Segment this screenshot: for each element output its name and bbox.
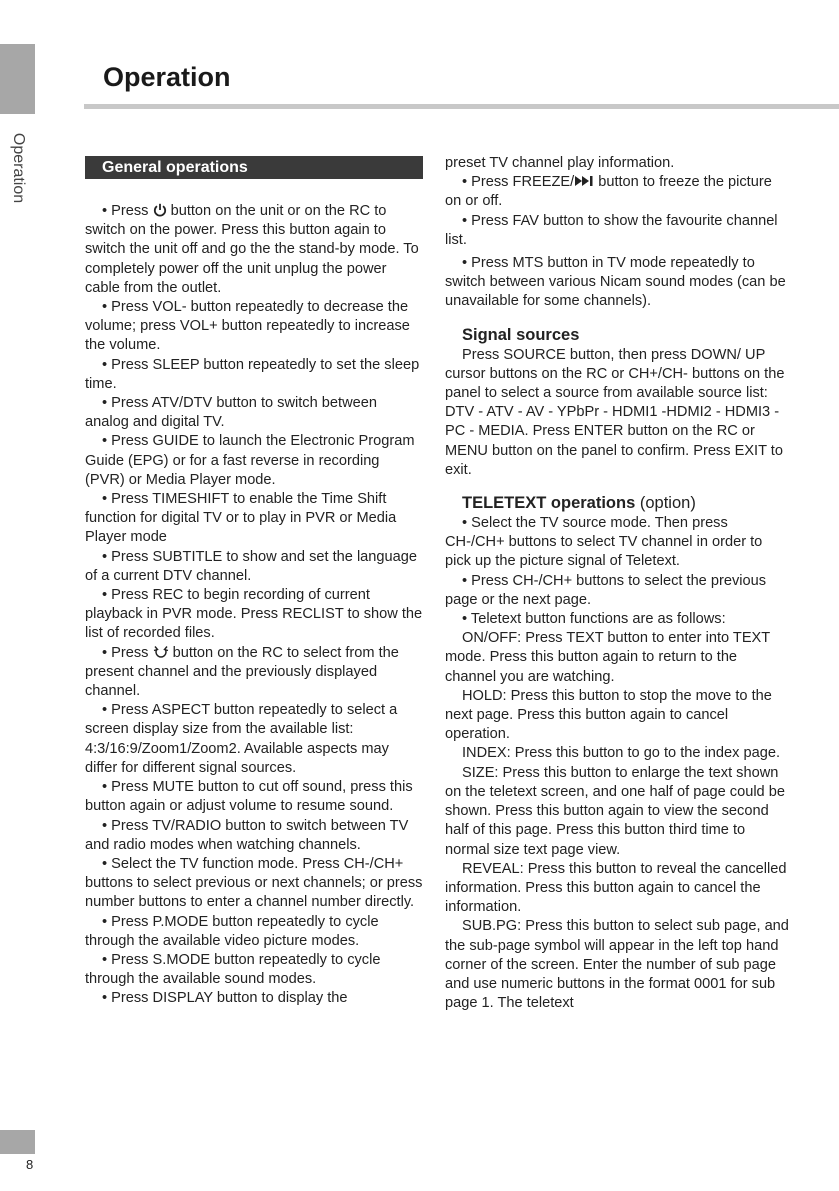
tt-size: SIZE: Press this button to enlarge the text shown on the teletext screen, and one half of page could be shown. Press this button again to view the second half of this page. Press this button third time to normal size text page view. [445, 764, 785, 858]
tt-hold: HOLD: Press this button to stop the move to the next page. Press this button again to cancel operation. [445, 687, 772, 743]
page-number-tab [0, 1130, 35, 1154]
select-tv-text: Select the TV function mode. Press CH-/CH+ buttons to select previous or next channels; or press number buttons to enter a channel number directly. [85, 855, 423, 911]
bullet-sleep: • Press SLEEP button repeatedly to set the sleep time. [85, 356, 420, 392]
bullet-timeshift: • Press TIMESHIFT to enable the Time Shift function for digital TV or to play in PVR or Media Player mode [85, 491, 397, 546]
power-icon [153, 203, 167, 217]
sleep-text: Press SLEEP button repeatedly to set the sleep time. [85, 356, 420, 392]
bullet-tvradio: • Press TV/RADIO button to switch between TV and radio modes when watching channels. [85, 817, 409, 853]
bullet-mts: • Press MTS button in TV mode repeatedly to switch between various Nicam sound modes (can be unavailable for some channels). [445, 255, 786, 310]
signal-sources-text: Press SOURCE button, then press DOWN/ UP cursor buttons on the RC or CH+/CH- buttons on the panel to select a source from available source list: DTV - ATV - AV - YPbPr - HDMI1 -HDMI2 - HDMI3 - PC - MEDIA. Press ENTER button on the RC or MENU button on the panel to confirm. Press EXIT to exit. [445, 346, 785, 478]
bullet-power: • Press button on the unit or on the RC to switch on the power. Press this button again to switch the unit off and go the the stand-by mode. To completely power off the unit unplug the power cable from the outlet. [85, 203, 419, 296]
tt-reveal: REVEAL: Press this button to reveal the cancelled information. Press this button again to cancel the information. [445, 860, 787, 916]
tt-index: INDEX: Press this button to go to the index page. [462, 745, 781, 762]
bullet-display: • Press DISPLAY button to display the [102, 990, 348, 1007]
bullet-pmode: • Press P.MODE button repeatedly to cycle through the available video picture modes. [85, 913, 379, 949]
tt-chch-text: Press CH-/CH+ buttons to select the previous page or the next page. [445, 572, 767, 608]
tt-select-text: Select the TV source mode. Then press CH-/CH+ buttons to select TV channel in order to pick up the picture signal of Teletext. [445, 515, 763, 570]
left-column [85, 154, 423, 1009]
vol-text: Press VOL- button repeatedly to decrease the volume; press VOL+ button repeatedly to increase the volume. [85, 299, 410, 354]
power-text-post: button on the unit or on the RC to switch on the power. Press this button again to switch the unit off and go the the stand-by mode. To completely power off the unit unplug the power cable from the outlet. [85, 203, 419, 296]
bullet-return: • Press button on the RC to select from the present channel and the previously displayed channel. [85, 644, 399, 700]
freeze-text-pre: Press FREEZE/ [471, 174, 575, 191]
bullet-tt-chch: • Press CH-/CH+ buttons to select the previous page or the next page. [445, 572, 767, 608]
bullet-rec: • Press REC to begin recording of current playback in PVR mode. Press RECLIST to show the list of recorded files. [85, 587, 423, 642]
side-tab-marker [0, 44, 35, 114]
display-continued: preset TV channel play information. [445, 155, 675, 171]
bullet-mute: • Press MUTE button to cut off sound, press this button again or adjust volume to resume sound. [85, 779, 413, 815]
tt-functions-text: Teletext button functions are as follows: [470, 611, 726, 628]
pmode-text: Press P.MODE button repeatedly to cycle through the available video picture modes. [85, 913, 379, 949]
return-text-pre: Press [111, 644, 153, 661]
bullet-fav: • Press FAV button to show the favourite channel list. [445, 212, 778, 248]
signal-sources-heading: Signal sources [462, 325, 580, 344]
tvradio-text: Press TV/RADIO button to switch between TV and radio modes when watching channels. [85, 817, 409, 853]
freeze-text-post: button to freeze the picture on or off. [445, 174, 772, 210]
page-title: Operation [103, 62, 231, 92]
bullet-vol: • Press VOL- button repeatedly to decrease the volume; press VOL+ button repeatedly to increase the volume. [85, 299, 410, 354]
fast-forward-next-icon [574, 175, 594, 187]
tt-subpg: SUB.PG: Press this button to select sub page, and the sub-page symbol will appear in the left top hand corner of the screen. Enter the number of sub page and use numeric buttons in the format 0001 for sub page 1. The teletext [445, 918, 789, 1012]
return-text-post: button on the RC to select from the present channel and the previously displayed channel. [85, 644, 399, 700]
return-icon [153, 645, 169, 659]
tt-onoff: ON/OFF: Press TEXT button to enter into TEXT mode. Press this button again to return to the channel you are watching. [445, 630, 770, 685]
atv-text: Press ATV/DTV button to switch between analog and digital TV. [85, 395, 377, 431]
bullet-select-tv: • Select the TV function mode. Press CH-/CH+ buttons to select previous or next channels; or press number buttons to enter a channel number directly. [85, 855, 423, 911]
display-text: Press DISPLAY button to display the [111, 990, 348, 1007]
side-label-text: Operation [10, 132, 27, 204]
fav-text: Press FAV button to show the favourite channel list. [445, 212, 778, 248]
guide-text: Press GUIDE to launch the Electronic Program Guide (EPG) or for a fast reverse in recording (PVR) or Media Player mode. [85, 433, 415, 488]
teletext-heading [445, 492, 790, 514]
aspect-text: Press ASPECT button repeatedly to select a screen display size from the available list: 4:3/16:9/Zoom1/Zoom2. Available aspects may differ for different signal sources. [85, 702, 398, 776]
bullet-smode: • Press S.MODE button repeatedly to cycle through the available sound modes. [85, 951, 381, 988]
bullet-freeze: • Press FREEZE/ button to freeze the picture on or off. [445, 174, 772, 210]
bullet-atv: • Press ATV/DTV button to switch between analog and digital TV. [85, 395, 377, 431]
bullet-guide: • Press GUIDE to launch the Electronic Program Guide (EPG) or for a fast reverse in recording (PVR) or Media Player mode. [85, 433, 415, 488]
rec-text: Press REC to begin recording of current playback in PVR mode. Press RECLIST to show the list of recorded files. [85, 587, 423, 642]
bullet-aspect: • Press ASPECT button repeatedly to select a screen display size from the available list: 4:3/16:9/Zoom1/Zoom2. Available aspects may differ for different signal sources. [85, 702, 398, 776]
smode-text: Press S.MODE button repeatedly to cycle through the available sound modes. [85, 951, 381, 988]
title-divider [84, 104, 839, 109]
timeshift-text: Press TIMESHIFT to enable the Time Shift function for digital TV or to play in PVR or Media Player mode [85, 491, 397, 546]
page-number: 8 [26, 1157, 34, 1172]
right-column [445, 154, 790, 1013]
bullet-tt-functions: • Teletext button functions are as follows: [462, 611, 726, 628]
bullet-tt-select: • Select the TV source mode. Then press CH-/CH+ buttons to select TV channel in order to pick up the picture signal of Teletext. [445, 515, 763, 570]
teletext-option: (option) [639, 494, 696, 513]
side-section-label [3, 118, 33, 218]
mts-text: Press MTS button in TV mode repeatedly to switch between various Nicam sound modes (can be unavailable for some channels). [445, 255, 786, 310]
teletext-title: TELETEXT operations [462, 494, 636, 513]
mute-text: Press MUTE button to cut off sound, press this button again or adjust volume to resume sound. [85, 779, 413, 815]
section-heading-general: General operations [85, 156, 423, 179]
bullet-subtitle: • Press SUBTITLE to show and set the language of a current DTV channel. [85, 548, 417, 584]
subtitle-text: Press SUBTITLE to show and set the language of a current DTV channel. [85, 548, 417, 584]
power-text-pre: Press [111, 203, 153, 219]
